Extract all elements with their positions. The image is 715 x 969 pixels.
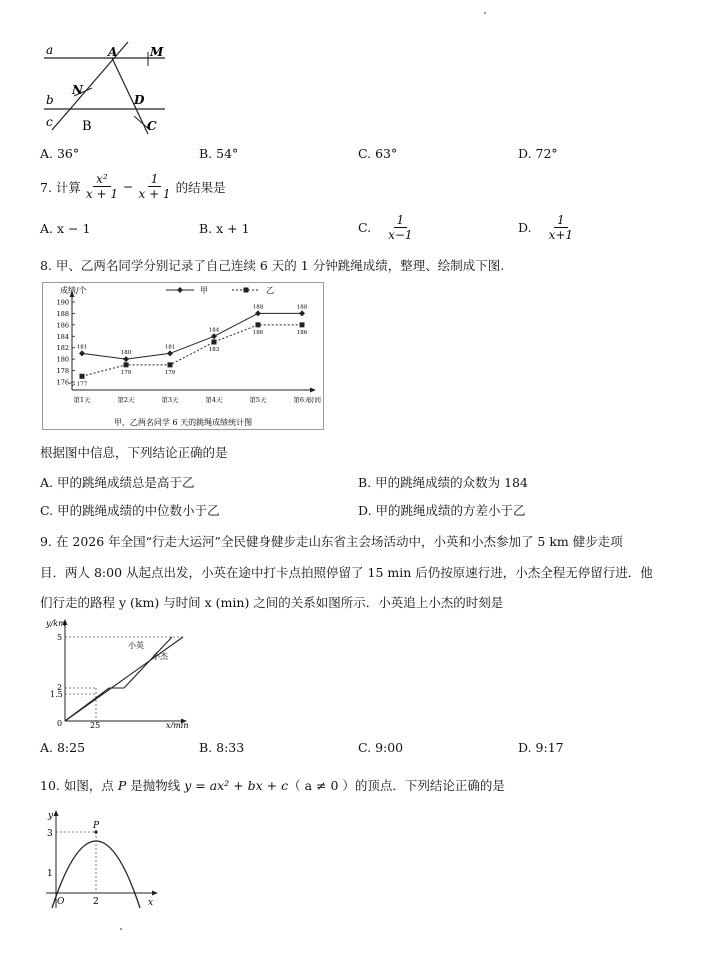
chart-y-tick-label: 186 (56, 321, 69, 330)
q9-y-axis-label: y/km (46, 619, 66, 628)
q6-label-b: b (46, 93, 54, 107)
chart-point-yi (300, 322, 305, 327)
q8-line-chart (42, 282, 324, 430)
q6-label-D: D (134, 93, 145, 107)
chart-data-label: 181 (164, 344, 176, 351)
q9-option-a[interactable]: A. 8:25 (40, 740, 86, 755)
chart-data-label: 179 (164, 369, 176, 376)
q9-y5-label: 5 (57, 633, 63, 642)
q9-y15-label: 1.5 (50, 690, 63, 699)
q7-option-c-label: C. (358, 220, 372, 235)
q10-parabola-graph (40, 808, 162, 910)
q7-stem (40, 172, 226, 201)
chart-data-label: 186 (296, 329, 308, 336)
q10-condition: （ a ≠ 0 ） (288, 778, 355, 793)
chart-y-tick-label: 182 (56, 344, 69, 353)
q7-f2-den: x + 1 (138, 187, 171, 201)
q10-y1-label: 1 (47, 869, 53, 879)
q9-option-b[interactable]: B. 8:33 (199, 740, 245, 755)
chart-point-yi (212, 340, 217, 345)
q7-minus: − (123, 179, 134, 194)
q8-option-c[interactable]: C. 甲的跳绳成绩的中位数小于乙 (40, 503, 220, 518)
chart-data-label: 180 (120, 350, 132, 357)
chart-y-tick-label: 184 (56, 332, 69, 341)
q7-option-c[interactable] (358, 213, 418, 242)
q7-d-num: 1 (554, 213, 568, 228)
chart-data-label: 186 (252, 329, 264, 336)
chart-data-label: 179 (120, 369, 132, 376)
chart-x-tick-label: 第6天 (293, 396, 311, 404)
scan-speck (484, 12, 486, 14)
q7-f2-num: 1 (148, 172, 162, 187)
q9-jie-label: 小杰 (152, 652, 168, 661)
chart-legend-label: 乙 (266, 286, 274, 295)
chart-point-yi (168, 362, 173, 367)
q8-option-d[interactable]: D. 甲的跳绳成绩的方差小于乙 (358, 503, 526, 518)
chart-y-tick-label: 188 (56, 309, 69, 318)
chart-y-tick-label: 178 (56, 367, 69, 376)
q9-ying-label: 小英 (128, 641, 144, 650)
q7-c-den: x−1 (388, 228, 413, 242)
q7-fraction-2 (135, 172, 173, 201)
q7-f1-den: x + 1 (85, 187, 118, 201)
q6-option-a[interactable]: A. 36° (40, 146, 80, 161)
q7-fraction-1 (83, 172, 121, 201)
chart-data-label: 184 (208, 327, 220, 334)
q9-x-axis-label: x/min (166, 721, 189, 728)
q6-label-N: N (72, 83, 83, 97)
q8-prompt: 根据图中信息，下列结论正确的是 (40, 445, 228, 460)
q10-x-axis-label: x (148, 898, 154, 908)
q9-stem-line-3: 们行走的路程 y (km) 与时间 x (min) 之间的关系如图所示．小英追上小杰的时刻是 (40, 595, 504, 610)
chart-data-label: 188 (296, 304, 308, 311)
q9-option-c[interactable]: C. 9:00 (358, 740, 404, 755)
q6-option-b[interactable]: B. 54° (199, 146, 239, 161)
q10-stem (40, 776, 505, 794)
chart-data-label: 188 (252, 304, 264, 311)
chart-point-yi (80, 374, 85, 379)
q10-vertex-label: P (93, 821, 100, 831)
chart-x-tick-label: 第2天 (117, 396, 135, 404)
scan-speck (120, 928, 122, 930)
chart-x-tick-label: 第4天 (205, 396, 223, 404)
chart-y-tick-label: 180 (56, 355, 69, 364)
chart-point-yi (256, 322, 261, 327)
q10-origin-label: O (57, 897, 65, 907)
q10-stem-mid: 是抛物线 (126, 778, 185, 793)
q10-formula: y = ax² + bx + c (184, 778, 289, 793)
q10-y-axis-label: y (48, 811, 54, 821)
q6-label-c: c (46, 115, 53, 129)
q9-x25-label: 25 (90, 721, 101, 728)
chart-y-tick-label: 190 (56, 298, 69, 307)
q9-option-d[interactable]: D. 9:17 (518, 740, 564, 755)
q6-label-M: M (150, 45, 164, 59)
q6-figure (40, 38, 175, 138)
q9-graph (44, 618, 189, 728)
q7-stem-suffix: 的结果是 (175, 179, 226, 195)
q9-stem-line-1: 9. 在 2026 年全国“行走大运河”全民健身健步走山东省主会场活动中，小英和小杰参加了 5 km 健步走项 (40, 534, 623, 549)
chart-data-label: 181 (76, 344, 88, 351)
q6-label-a: a (46, 43, 54, 57)
chart-point-yi (124, 362, 129, 367)
q9-origin-label: 0 (57, 719, 63, 728)
q9-stem-line-2: 目．两人 8:00 从起点出发，小英在途中打卡点拍照停留了 15 min 后仍按原速行进，小杰全程无停留行进．他 (40, 565, 653, 580)
chart-legend-label: 甲 (200, 286, 208, 295)
chart-data-label: 183 (208, 347, 220, 353)
q6-label-B: B (82, 119, 92, 134)
q7-c-num: 1 (394, 213, 408, 228)
chart-y-axis-label: 成绩/个 (60, 286, 87, 295)
chart-y-tick-label: 176 (56, 378, 69, 387)
q6-option-d[interactable]: D. 72° (518, 146, 558, 161)
q10-stem-prefix: 10. 如图，点 (40, 778, 118, 793)
chart-caption: 甲、乙两名同学 6 天的跳绳成绩统计图 (113, 418, 253, 427)
q10-stem-suffix: 的顶点．下列结论正确的是 (354, 778, 505, 793)
q7-option-a[interactable]: A. x − 1 (40, 221, 91, 236)
q6-option-c[interactable]: C. 63° (358, 146, 398, 161)
q7-option-d-label: D. (518, 220, 532, 235)
q7-d-den: x+1 (548, 228, 574, 242)
chart-legend-marker (244, 288, 249, 293)
q6-label-C: C (147, 119, 157, 133)
chart-x-tick-label: 第5天 (249, 396, 267, 404)
chart-x-axis-label: 时间 (308, 396, 321, 404)
q7-option-b[interactable]: B. x + 1 (199, 221, 250, 236)
q10-point-p: P (117, 778, 127, 793)
q10-x2-label: 2 (93, 897, 99, 907)
q9-y2-label: 2 (57, 683, 63, 692)
q7-f1-num: x² (93, 172, 111, 187)
chart-data-label: 177 (76, 381, 88, 388)
q7-stem-prefix: 7. 计算 (40, 179, 81, 195)
chart-x-tick-label: 第3天 (161, 396, 179, 404)
q8-stem: 8. 甲、乙两名同学分别记录了自己连续 6 天的 1 分钟跳绳成绩，整理、绘制成下图. (40, 258, 505, 273)
chart-x-tick-label: 第1天 (73, 396, 91, 404)
q10-y3-label: 3 (47, 829, 53, 839)
q8-option-b[interactable]: B. 甲的跳绳成绩的众数为 184 (358, 475, 528, 490)
q7-option-d[interactable] (518, 213, 578, 242)
q7-option-c-frac (385, 213, 415, 242)
q8-option-a[interactable]: A. 甲的跳绳成绩总是高于乙 (40, 475, 195, 490)
q7-option-d-frac (546, 213, 576, 242)
q6-label-A: A (108, 45, 118, 59)
